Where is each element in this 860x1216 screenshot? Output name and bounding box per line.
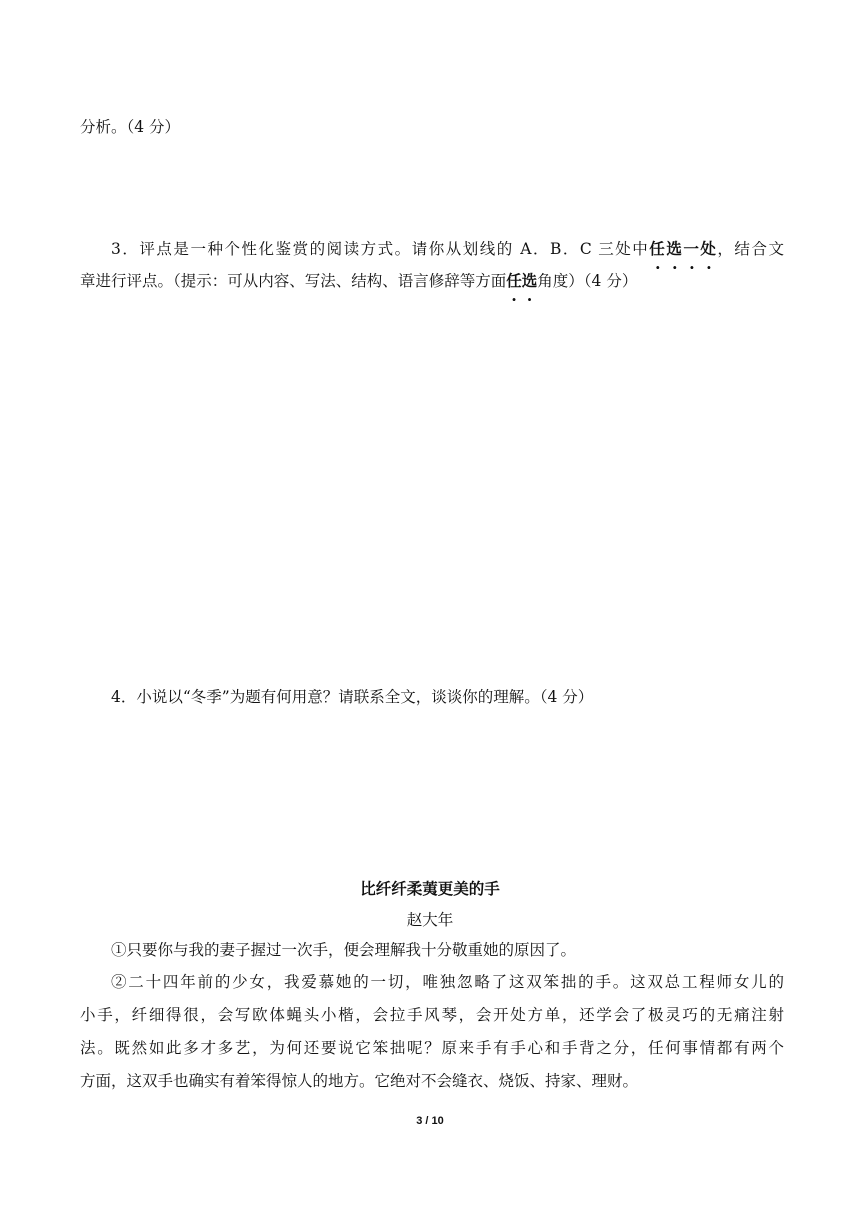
question-3-line-2 <box>80 264 637 298</box>
question-3-text-b: ，结合文 <box>717 240 784 258</box>
question-3-text-c: 章进行评点。（提示：可从内容、写法、结构、语言修辞等方面 <box>80 272 507 290</box>
emphasis-char: 处 <box>700 239 718 258</box>
emphasis-any-one <box>649 239 717 258</box>
article-title: 比纤纤柔荑更美的手 <box>360 880 500 898</box>
question-3-text-a: 3．评点是一种个性化鉴赏的阅读方式。请你从划线的 A．B．C 三处中 <box>111 240 650 258</box>
page-number: 3 / 10 <box>416 1115 444 1127</box>
paragraph-2-line-1: ②二十四年前的少女，我爱慕她的一切，唯独忽略了这双笨拙的手。这双总工程师女儿的 <box>111 973 784 991</box>
paragraph-2-line-3: 法。既然如此多才多艺，为何还要说它笨拙呢？原来手有手心和手背之分，任何事情都有两个 <box>80 1039 784 1057</box>
question-2-tail: 分析。（4 分） <box>80 118 181 136</box>
emphasis-char: 任 <box>649 239 667 258</box>
emphasis-any <box>506 271 537 290</box>
question-3-line-1 <box>80 232 784 266</box>
article-author: 赵大年 <box>406 911 454 929</box>
emphasis-char: 任 <box>506 271 522 290</box>
emphasis-char: 一 <box>683 239 701 258</box>
emphasis-char: 选 <box>521 271 538 290</box>
question-3-text-d: 角度）（4 分） <box>537 272 638 290</box>
paragraph-2-line-2: 小手，纤细得很，会写欧体蝇头小楷，会拉手风琴，会开处方单，还学会了极灵巧的无痛注射 <box>80 1006 784 1024</box>
question-4: 4．小说以“冬季”为题有何用意？请联系全文，谈谈你的理解。（4 分） <box>111 688 594 706</box>
paragraph-1: ①只要你与我的妻子握过一次手，便会理解我十分敬重她的原因了。 <box>111 941 577 959</box>
paragraph-2-line-4: 方面，这双手也确实有着笨得惊人的地方。它绝对不会缝衣、烧饭、持家、理财。 <box>80 1072 639 1090</box>
emphasis-char: 选 <box>666 239 684 258</box>
